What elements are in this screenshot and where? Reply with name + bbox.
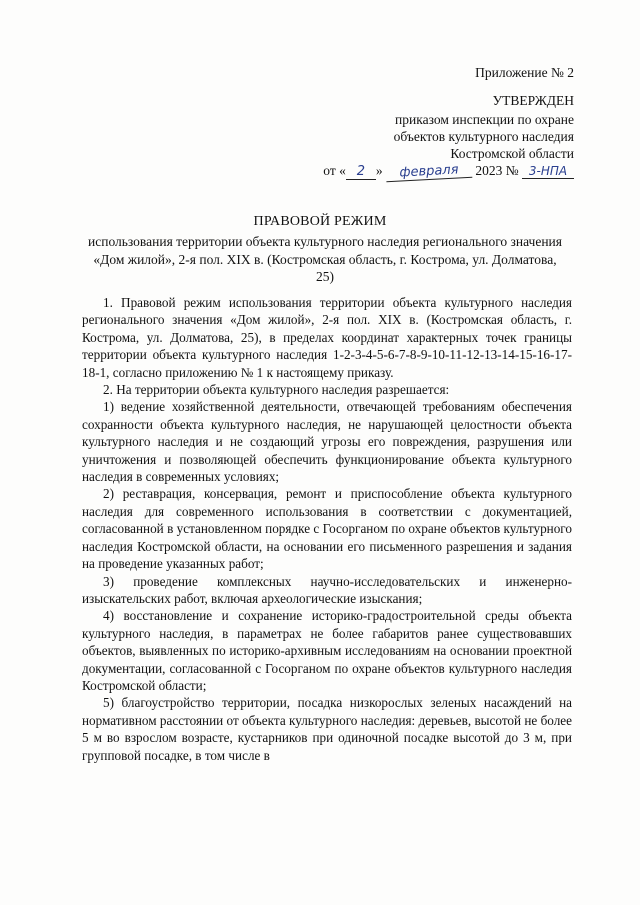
paragraph: 1) ведение хозяйственной деятельности, отвечающей требованиям обеспечения сохранности объекта культурного наследия, не нарушающей целостности объекта культурного наследия и не создающий угрозы его повреждения, разрушения или уничтожения и позволяющей обеспечить функционирование объекта культурного наследия в современных условиях; — [82, 399, 572, 485]
handwritten-day: 2 — [346, 165, 376, 180]
order-line-3: Костромской области — [450, 146, 574, 161]
date-prefix: от « — [323, 163, 346, 178]
approval-block — [323, 92, 574, 180]
order-line-1: приказом инспекции по охране — [395, 112, 574, 127]
date-year: 2023 № — [475, 163, 519, 178]
paragraph: 5) благоустройство территории, посадка низкорослых зеленых насаждений на нормативном расстоянии от объекта культурного наследия: деревьев, высотой не более 5 м во взрослом возрасте, кустарников при одиночной посадке высотой до 3 м, при групповой посадке, в том числе в — [82, 695, 572, 763]
appendix-label: Приложение № 2 — [475, 65, 574, 80]
handwritten-month: февраля — [386, 163, 473, 182]
paragraph: 2. На территории объекта культурного наследия разрешается: — [103, 382, 450, 398]
paragraph: 4) восстановление и сохранение историко-градостроительной среды объекта культурного наследия, в параметрах не более габаритов ранее существовавших объектов, выявленных по историко-архивным исследованиям на основании проектной документации, согласованной с Госорганом по охране объектов культурного наследия Костромской области; — [82, 608, 572, 693]
date-separator: » — [375, 163, 383, 178]
order-date-line — [323, 162, 574, 180]
document-subtitle: использования территории объекта культурного наследия регионального значения «Дом жилой», 2-я пол. XIX в. (Костромская область, г. Кострома, ул. Долматова, 25) — [88, 234, 562, 284]
paragraph: 3) проведение комплексных научно-исследовательских и инженерно-изыскательских работ, включая археологические изыскания; — [82, 573, 572, 606]
document-title: ПРАВОВОЙ РЕЖИМ — [253, 214, 387, 229]
paragraph: 1. Правовой режим использования территории объекта культурного наследия регионального значения «Дом жилой», 2-я пол. XIX в. (Костромская область, г. Кострома, ул. Долматова, 25), в пределах координат характерных точек границы территории объекта культурного наследия 1-2-3-4-5-6-7-8-9-10-11-12-13-14-15-16-17-18-1, согласно приложению № 1 к настоящему приказу. — [82, 295, 572, 380]
handwritten-order-number: 3-НПА — [522, 164, 574, 179]
approved-heading: УТВЕРЖДЕН — [492, 93, 574, 108]
paragraph: 2) реставрация, консервация, ремонт и приспособление объекта культурного наследия для современного использования в соответствии с документацией, согласованной в установленном порядке с Госорганом по охране объектов культурного наследия Костромской области, на основании его письменного разрешения и задания на проведение указанных работ; — [82, 486, 572, 572]
document-body — [82, 294, 572, 764]
order-line-2: объектов культурного наследия — [393, 129, 574, 144]
